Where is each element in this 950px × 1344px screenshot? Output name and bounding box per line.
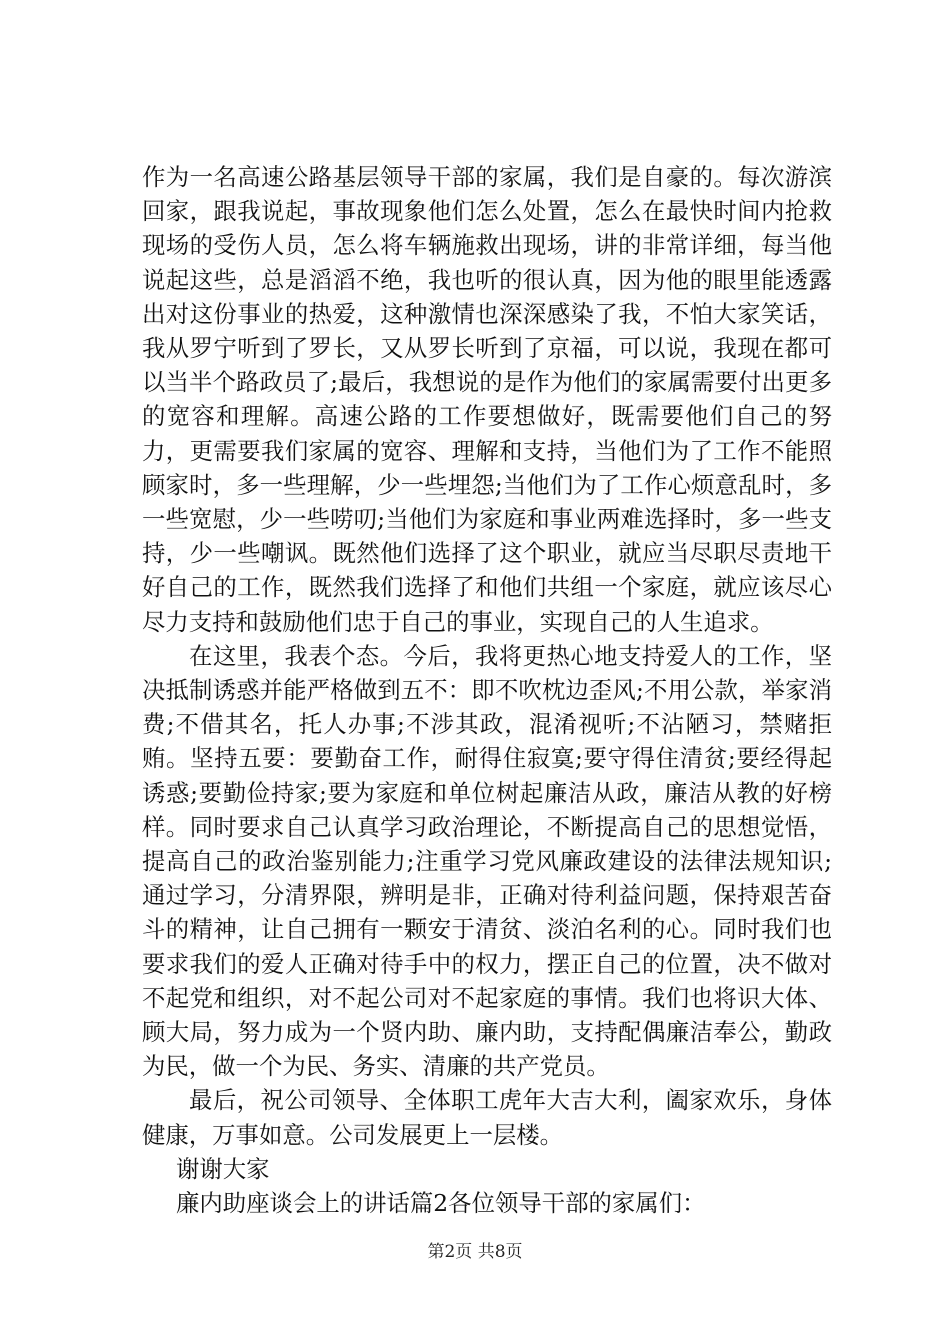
paragraph-family-pride: 作为一名高速公路基层领导干部的家属，我们是自豪的。每次游滨回家，跟我说起，事故现象他们怎么处置，怎么在最快时间内抢救现场的受伤人员，怎么将车辆施救出现场，讲的非常详细，每当他说起这些，总是滔滔不绝，我也听的很认真，因为他的眼里能透露出对这份事业的热爱，这种激情也深深感染了我，不怕大家笑话，我从罗宁听到了罗长，又从罗长听到了京福，可以说，我现在都可以当半个路政员了;最后，我想说的是作为他们的家属需要付出更多的宽容和理解。高速公路的工作要想做好，既需要他们自己的努力，更需要我们家属的宽容、理解和支持，当他们为了工作不能照顾家时，多一些理解，少一些埋怨;当他们为了工作心烦意乱时，多一些宽慰，少一些唠叨;当他们为家庭和事业两难选择时，多一些支持，少一些嘲讽。既然他们选择了这个职业，就应当尽职尽责地干好自己的工作，既然我们选择了和他们共组一个家庭，就应该尽心尽力支持和鼓励他们忠于自己的事业，实现自己的人生追求。 bbox=[142, 163, 832, 636]
paragraph-commitment: 在这里，我表个态。今后，我将更热心地支持爱人的工作，坚决抵制诱惑并能严格做到五不：即不吹枕边歪风;不用公款，举家消费;不借其名，托人办事;不涉其政，混淆视听;不沾陋习，禁赌拒贿。坚持五要：要勤奋工作，耐得住寂寞;要守得住清贫;要经得起诱惑;要勤俭持家;要为家庭和单位树起廉洁从政，廉洁从教的好榜样。同时要求自己认真学习政治理论，不断提高自己的思想觉悟，提高自己的政治鉴别能力;注重学习党风廉政建设的法律法规知识;通过学习，分清界限，辨明是非，正确对待利益问题，保持艰苦奋斗的精神，让自己拥有一颗安于清贫、淡泊名利的心。同时我们也要求我们的爱人正确对待手中的权力，摆正自己的位置，决不做对不起党和组织，对不起公司对不起家庭的事情。我们也将识大体、顾大局，努力成为一个贤内助、廉内助，支持配偶廉洁奉公，勤政为民，做一个为民、务实、清廉的共产党员。 bbox=[142, 641, 832, 1081]
next-section-heading: 廉内助座谈会上的讲话篇2各位领导干部的家属们： bbox=[176, 1189, 706, 1218]
paragraph-wishes: 最后，祝公司领导、全体职工虎年大吉大利，阖家欢乐，身体健康，万事如意。公司发展更上一层楼。 bbox=[142, 1086, 832, 1149]
closing-thanks: 谢谢大家 bbox=[176, 1154, 270, 1183]
document-body bbox=[142, 160, 832, 1220]
page-footer: 第2页 共8页 bbox=[427, 1242, 523, 1262]
